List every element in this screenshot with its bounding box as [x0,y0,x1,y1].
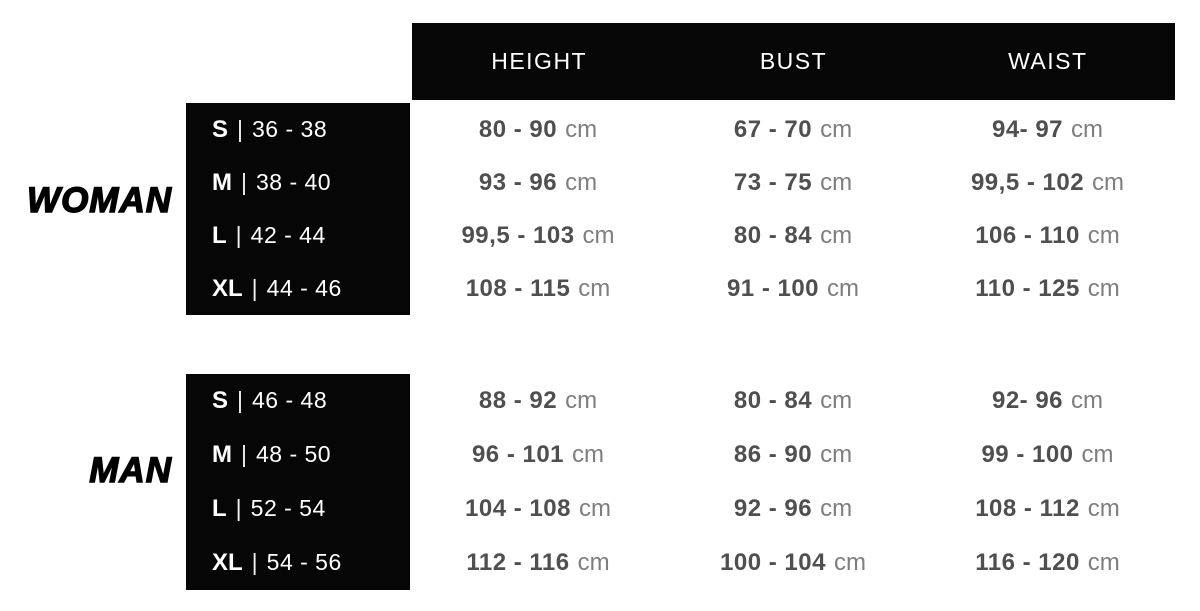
table-row [186,103,1175,156]
table-row [186,209,1175,262]
value-number: 80 - 84 [733,387,813,414]
value-number: 92- 96 [991,387,1064,414]
size-label [186,275,410,303]
size-separator: | [237,115,243,142]
value-unit: cm [820,221,853,249]
waist-value [920,441,1175,469]
bust-value [666,441,920,469]
value-number: 99 - 100 [981,441,1074,468]
value-unit: cm [1071,387,1104,414]
value-number: 112 - 116 [466,549,570,576]
size-label [186,222,410,250]
size-separator: | [251,549,258,575]
value-number: 116 - 120 [975,549,1080,576]
group-man [0,374,1175,590]
value-number: 88 - 92 [478,387,558,414]
size-label [186,441,410,469]
value-number: 99,5 - 103 [461,221,575,249]
column-header-bust: BUST [759,48,828,74]
value-number: 106 - 110 [975,221,1080,249]
value-unit: cm [572,441,605,468]
size-eu-range: 42 - 44 [250,221,326,248]
size-eu-range: 46 - 48 [252,387,328,413]
table-row [186,428,1175,482]
size-code: M [212,441,232,468]
height-value [410,116,666,144]
group-label-man: MAN [89,451,172,490]
height-value [410,275,666,303]
value-number: 100 - 104 [720,549,826,576]
size-separator: | [237,387,243,413]
table-row [186,482,1175,536]
value-number: 108 - 112 [975,495,1080,522]
value-unit: cm [820,495,853,522]
value-unit: cm [1087,549,1120,576]
waist-value [920,495,1175,523]
size-label [186,387,410,415]
value-unit: cm [577,549,610,576]
size-label [186,495,410,523]
bust-value [666,495,920,523]
height-value [410,549,666,577]
size-code: XL [212,274,243,302]
size-separator: | [235,495,242,521]
size-label [186,549,410,577]
size-label [186,116,410,144]
size-code: S [212,387,229,414]
size-code: M [212,168,232,196]
value-unit: cm [833,549,866,576]
size-eu-range: 38 - 40 [255,168,332,195]
value-number: 96 - 101 [471,441,565,468]
value-number: 80 - 84 [733,221,813,249]
value-unit: cm [820,441,853,468]
size-code: L [212,495,227,522]
value-unit: cm [827,274,860,302]
size-eu-range: 36 - 38 [252,115,328,142]
value-number: 108 - 115 [465,274,571,302]
value-number: 92 - 96 [733,495,813,522]
value-unit: cm [1087,221,1120,249]
table-row [186,156,1175,209]
waist-value [920,275,1175,303]
height-value [410,387,666,415]
size-eu-range: 52 - 54 [250,495,326,521]
bust-value [666,275,920,303]
value-number: 91 - 100 [726,274,820,302]
value-unit: cm [820,387,853,414]
waist-value [920,549,1175,577]
value-number: 104 - 108 [465,495,571,522]
value-number: 99,5 - 102 [970,168,1085,196]
waist-value [920,116,1175,144]
height-value [410,495,666,523]
value-unit: cm [578,274,611,302]
group-label-woman: WOMAN [27,181,172,220]
bust-value [666,387,920,415]
value-unit: cm [1092,168,1125,196]
value-unit: cm [820,115,853,143]
value-unit: cm [565,115,598,143]
value-number: 86 - 90 [733,441,813,468]
size-separator: | [235,221,242,248]
bust-value [666,549,920,577]
man-rows [186,374,1175,590]
height-value [410,169,666,197]
height-value [410,222,666,250]
size-label [186,169,410,197]
column-header-height: HEIGHT [491,48,588,74]
table-row [186,262,1175,315]
height-value [410,441,666,469]
column-header-waist: WAIST [1008,48,1088,74]
size-separator: | [241,168,247,195]
group-woman [0,103,1175,315]
value-unit: cm [1087,495,1120,522]
size-code: L [212,221,227,249]
woman-rows [186,103,1175,315]
bust-value [666,169,920,197]
value-unit: cm [565,387,598,414]
waist-value [920,169,1175,197]
value-unit: cm [565,168,598,196]
size-code: S [212,115,229,143]
waist-value [920,387,1175,415]
waist-value [920,222,1175,250]
value-number: 93 - 96 [478,168,558,196]
value-unit: cm [1087,274,1120,302]
size-separator: | [241,441,247,467]
size-eu-range: 54 - 56 [266,549,342,575]
size-eu-range: 48 - 50 [255,441,332,467]
value-unit: cm [578,495,611,522]
size-eu-range: 44 - 46 [266,274,342,301]
table-row [186,374,1175,428]
value-number: 80 - 90 [478,115,558,143]
bust-value [666,116,920,144]
value-unit: cm [1081,441,1114,468]
table-row [186,536,1175,590]
size-code: XL [212,549,243,576]
value-unit: cm [582,221,615,249]
value-number: 73 - 75 [733,168,813,196]
size-separator: | [251,274,258,301]
value-number: 94- 97 [991,115,1064,143]
value-number: 110 - 125 [975,274,1080,302]
value-unit: cm [1071,115,1104,143]
measurement-header-bar [412,23,1175,100]
value-number: 67 - 70 [733,115,813,143]
bust-value [666,222,920,250]
value-unit: cm [820,168,853,196]
